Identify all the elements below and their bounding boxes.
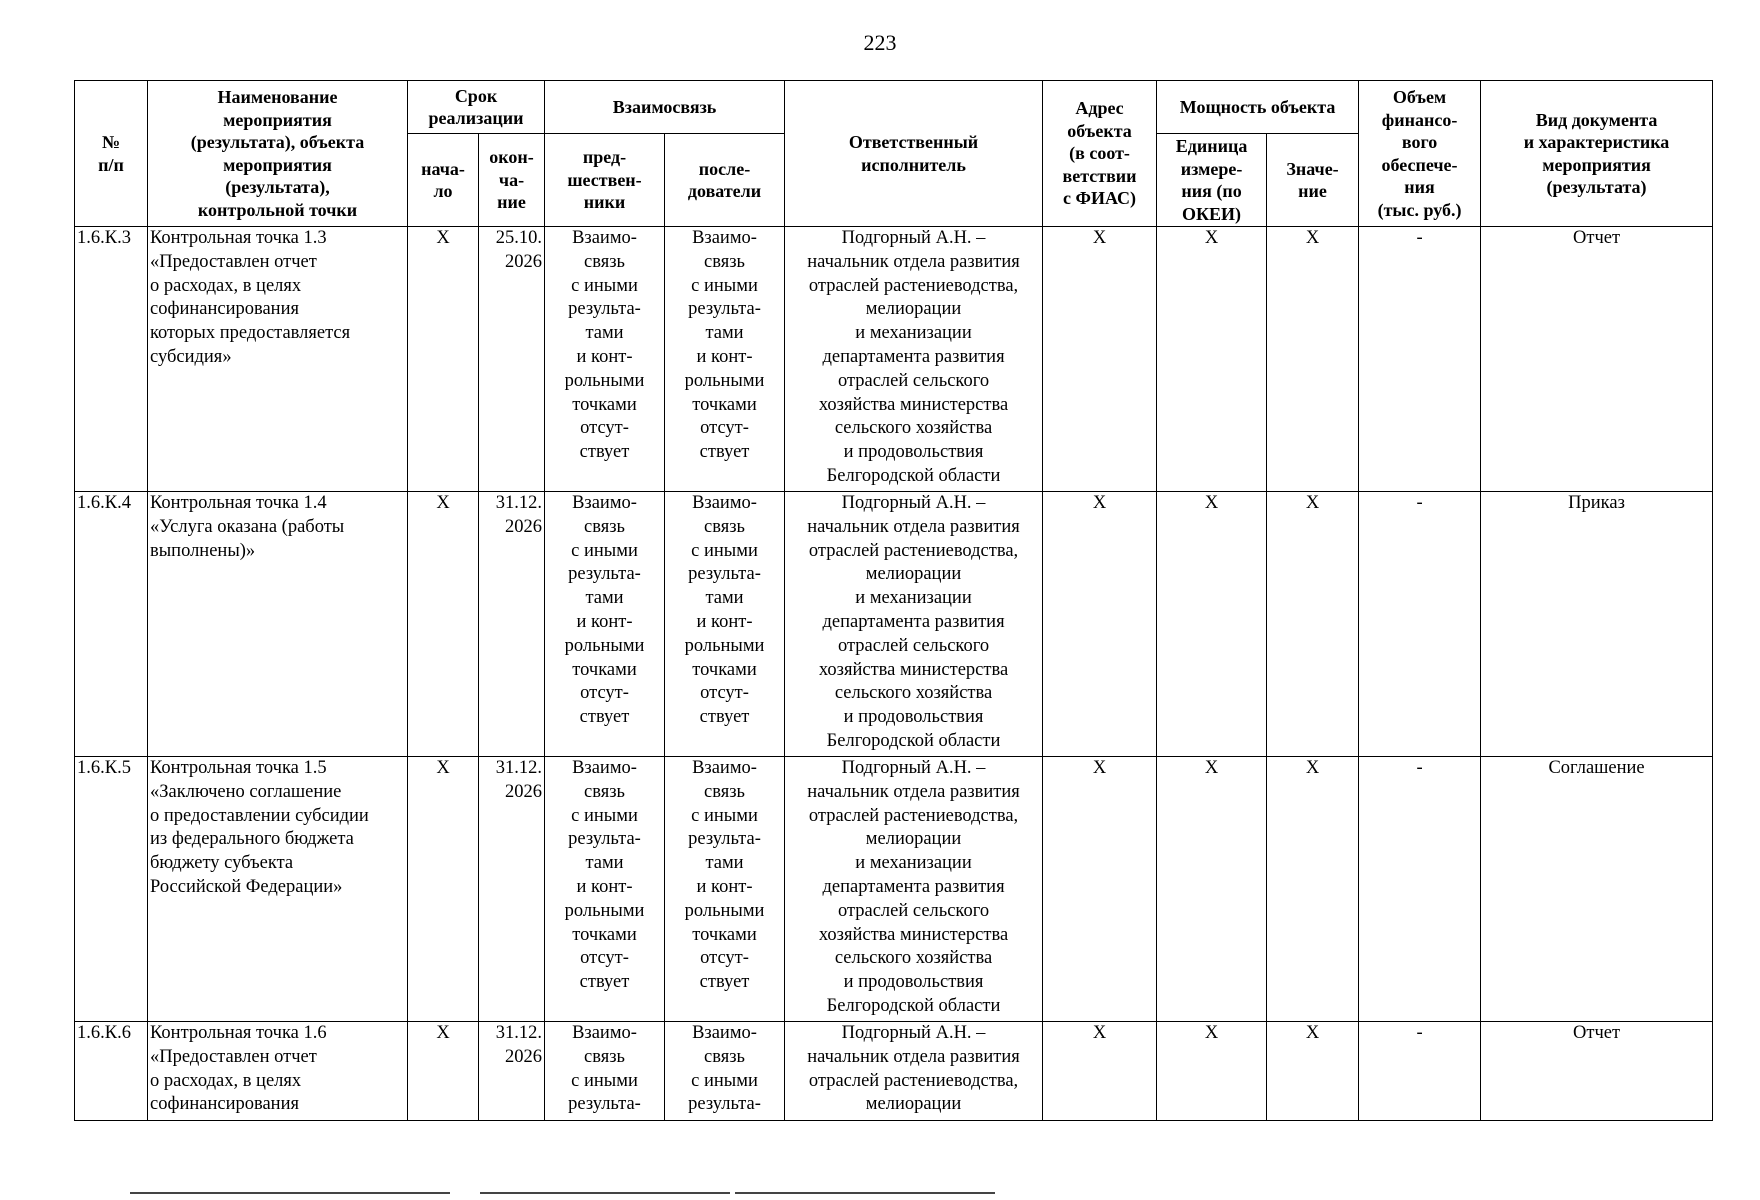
row-responsible: Подгорный А.Н. – начальник отдела развития отраслей растениеводства, мелиорации и механизации департамента развития отраслей сельского хозяйства министерства сельского хозяйства и продовольствия Белгородской области [785, 757, 1043, 1022]
row-num: 1.6.К.4 [75, 492, 148, 757]
row-address: Х [1043, 757, 1157, 1022]
row-unit: Х [1157, 227, 1267, 492]
row-end: 31.12. 2026 [479, 757, 545, 1022]
row-doc: Отчет [1481, 227, 1713, 492]
header-period: Срок реализации [408, 81, 545, 134]
row-finance: - [1359, 757, 1481, 1022]
header-value: Значе- ние [1267, 134, 1359, 227]
row-num: 1.6.К.6 [75, 1022, 148, 1121]
table-row [75, 757, 1713, 1022]
plan-table [74, 80, 1713, 1121]
row-start: Х [408, 757, 479, 1022]
row-start: Х [408, 1022, 479, 1121]
row-responsible: Подгорный А.Н. – начальник отдела развития отраслей растениеводства, мелиорации и механизации департамента развития отраслей сельского хозяйства министерства сельского хозяйства и продовольствия Белгородской области [785, 227, 1043, 492]
header-address: Адрес объекта (в соот- ветствии с ФИАС) [1043, 81, 1157, 227]
row-address: Х [1043, 1022, 1157, 1121]
page-number: 223 [863, 30, 897, 55]
row-unit: Х [1157, 492, 1267, 757]
row-responsible: Подгорный А.Н. – начальник отдела развития отраслей растениеводства, мелиорации [785, 1022, 1043, 1121]
row-value: Х [1267, 227, 1359, 492]
row-value: Х [1267, 492, 1359, 757]
row-value: Х [1267, 1022, 1359, 1121]
row-end: 31.12. 2026 [479, 492, 545, 757]
row-num: 1.6.К.3 [75, 227, 148, 492]
header-start: нача- ло [408, 134, 479, 227]
header-num: № п/п [75, 81, 148, 227]
row-end: 25.10. 2026 [479, 227, 545, 492]
header-name: Наименование мероприятия (результата), объекта мероприятия (результата), контрольной точки [148, 81, 408, 227]
row-successors: Взаимо- связь с иными результа- тами и конт- рольными точками отсут- ствует [665, 227, 785, 492]
row-start: Х [408, 227, 479, 492]
header-finance: Объем финансо- вого обеспече- ния (тыс. руб.) [1359, 81, 1481, 227]
row-address: Х [1043, 227, 1157, 492]
header-capacity: Мощность объекта [1157, 81, 1359, 134]
header-predecessors: пред- шествен- ники [545, 134, 665, 227]
row-predecessors: Взаимо- связь с иными результа- тами и конт- рольными точками отсут- ствует [545, 492, 665, 757]
header-relation: Взаимосвязь [545, 81, 785, 134]
row-num: 1.6.К.5 [75, 757, 148, 1022]
row-responsible: Подгорный А.Н. – начальник отдела развития отраслей растениеводства, мелиорации и механизации департамента развития отраслей сельского хозяйства министерства сельского хозяйства и продовольствия Белгородской области [785, 492, 1043, 757]
row-predecessors: Взаимо- связь с иными результа- тами и конт- рольными точками отсут- ствует [545, 227, 665, 492]
header-responsible: Ответственный исполнитель [785, 81, 1043, 227]
row-successors: Взаимо- связь с иными результа- тами и конт- рольными точками отсут- ствует [665, 492, 785, 757]
row-name: Контрольная точка 1.3 «Предоставлен отчет о расходах, в целях софинансирования которых предоставляется субсидия» [148, 227, 408, 492]
table-header [75, 81, 1713, 227]
row-name: Контрольная точка 1.4 «Услуга оказана (работы выполнены)» [148, 492, 408, 757]
row-finance: - [1359, 227, 1481, 492]
table-row [75, 1022, 1713, 1121]
row-finance: - [1359, 1022, 1481, 1121]
header-successors: после- дователи [665, 134, 785, 227]
table-row [75, 492, 1713, 757]
row-doc: Приказ [1481, 492, 1713, 757]
header-doc: Вид документа и характеристика мероприятия (результата) [1481, 81, 1713, 227]
header-end: окон- ча- ние [479, 134, 545, 227]
row-end: 31.12. 2026 [479, 1022, 545, 1121]
row-unit: Х [1157, 757, 1267, 1022]
row-predecessors: Взаимо- связь с иными результа- [545, 1022, 665, 1121]
row-start: Х [408, 492, 479, 757]
header-unit: Единица измере- ния (по ОКЕИ) [1157, 134, 1267, 227]
table-body [75, 227, 1713, 1121]
row-name: Контрольная точка 1.5 «Заключено соглашение о предоставлении субсидии из федерального бюджета бюджету субъекта Российской Федерации» [148, 757, 408, 1022]
scan-artifact-lines [0, 1192, 1760, 1195]
row-name: Контрольная точка 1.6 «Предоставлен отчет о расходах, в целях софинансирования [148, 1022, 408, 1121]
row-value: Х [1267, 757, 1359, 1022]
row-successors: Взаимо- связь с иными результа- тами и конт- рольными точками отсут- ствует [665, 757, 785, 1022]
row-address: Х [1043, 492, 1157, 757]
row-unit: Х [1157, 1022, 1267, 1121]
row-doc: Соглашение [1481, 757, 1713, 1022]
row-doc: Отчет [1481, 1022, 1713, 1121]
row-predecessors: Взаимо- связь с иными результа- тами и конт- рольными точками отсут- ствует [545, 757, 665, 1022]
table-row [75, 227, 1713, 492]
row-finance: - [1359, 492, 1481, 757]
row-successors: Взаимо- связь с иными результа- [665, 1022, 785, 1121]
